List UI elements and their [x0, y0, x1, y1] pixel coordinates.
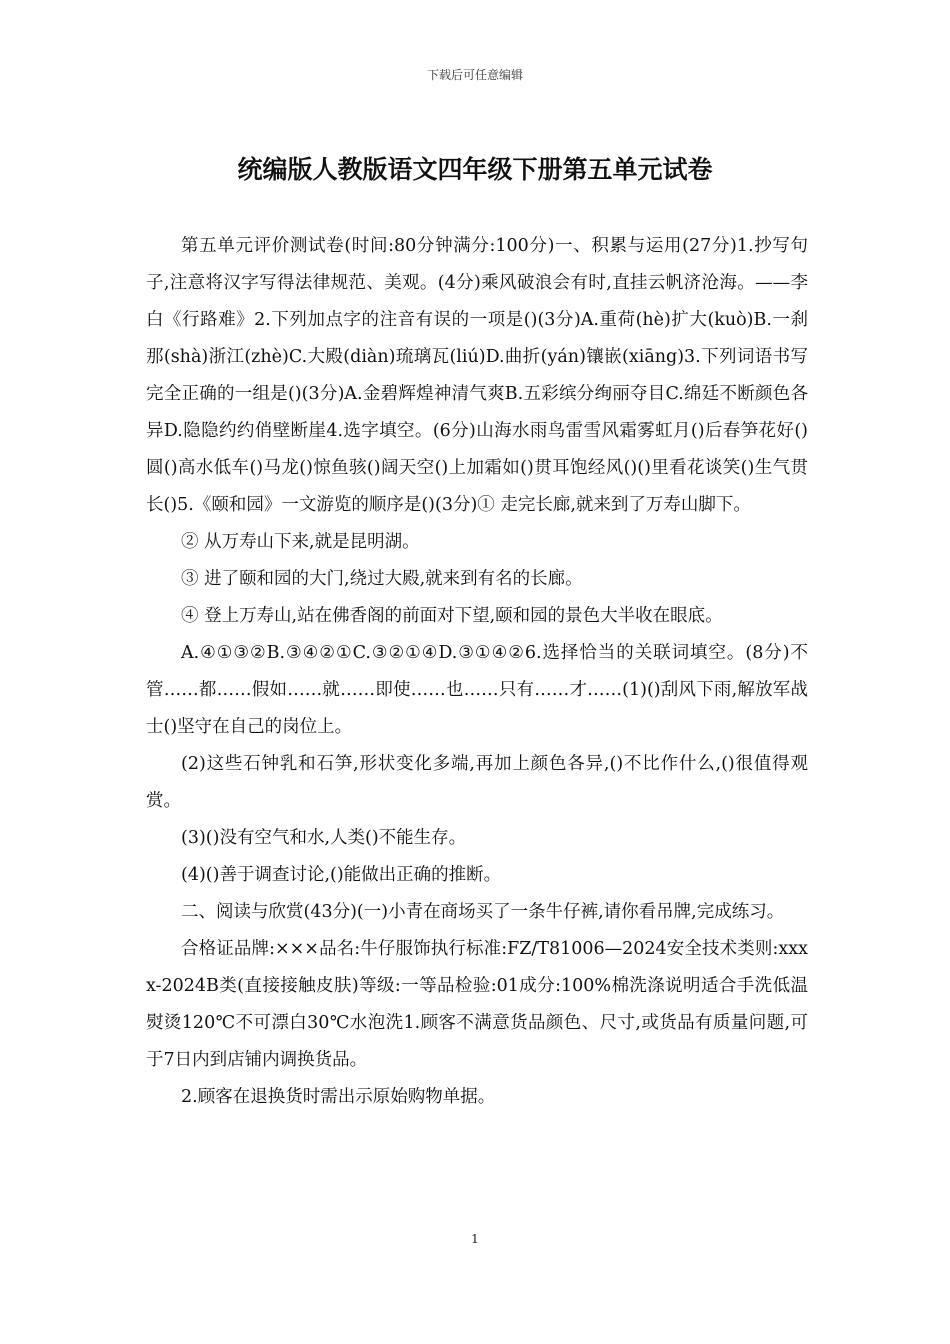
- page-header-note: 下载后可任意编辑: [426, 68, 523, 82]
- document-title: 统编版人教版语文四年级下册第五单元试卷: [237, 155, 713, 184]
- paragraph: (2)这些石钟乳和石笋,形状变化多端,再加上颜色各异,()不比作什么,()很值得观赏。: [146, 754, 808, 811]
- paragraph: ④ 登上万寿山,站在佛香阁的前面对下望,颐和园的景色大半收在眼底。: [181, 606, 723, 626]
- page-number: 1: [471, 1232, 479, 1246]
- paragraph: 2.顾客在退换货时需出示原始购物单据。: [181, 1087, 496, 1107]
- paragraph: (3)()没有空气和水,人类()不能生存。: [181, 828, 467, 848]
- paragraph: ② 从万寿山下来,就是昆明湖。: [181, 532, 420, 552]
- paragraph: 第五单元评价测试卷(时间:80分钟满分:100分)一、积累与运用(27分)1.抄写句子,注意将汉字写得法律规范、美观。(4分)乘风破浪会有时,直挂云帆济沧海。——李白《行路难》2.下列加点字的注音有误的一项是()(3分)A.重荷(hè)扩大(kuò)B.一刹那(shà)浙江(zhè)C.大殿(diàn)琉璃瓦(liú)D.曲折(yán)镶嵌(xiāng)3.下列词语书写完全正确的一组是()(3分)A.金碧辉煌神清气爽B.五彩缤分绚丽夺目C.绵廷不断颜色各异D.隐隐约约俏壁断崖4.选字填空。(6分)山海水雨鸟雷雪风霜雾虹月()后春笋花好()圆()高水低车()马龙()惊鱼骇()阔天空()上加霜如()贯耳饱经风()()里看花谈笑()生气贯长()5.《颐和园》一文游览的顺序是()(3分)① 走完长廊,就来到了万寿山脚下。: [146, 236, 808, 515]
- paragraph: 合格证品牌:×××品名:牛仔服饰执行标准:FZ/T81006—2024安全技术类则:xxxx-2024B类(直接接触皮肤)等级:一等品检验:01成分:100%棉洗涤说明适合手洗低温熨烫120℃不可漂白30℃水泡洗1.顾客不满意货品颜色、尺寸,或货品有质量问题,可于7日内到店铺内调换货品。: [146, 939, 808, 1070]
- paragraph: A.④①③②B.③④②①C.③②①④D.③①④②6.选择恰当的关联词填空。(8分)不管……都……假如……就……即使……也……只有……才……(1)()刮风下雨,解放军战士()坚守在自己的岗位上。: [146, 643, 808, 737]
- paragraph: (4)()善于调查讨论,()能做出正确的推断。: [181, 865, 502, 885]
- document-body: [146, 228, 808, 1116]
- paragraph: ③ 进了颐和园的大门,绕过大殿,就来到有名的长廊。: [181, 569, 583, 589]
- paragraph: 二、阅读与欣赏(43分)(一)小青在商场买了一条牛仔裤,请你看吊牌,完成练习。: [181, 902, 785, 922]
